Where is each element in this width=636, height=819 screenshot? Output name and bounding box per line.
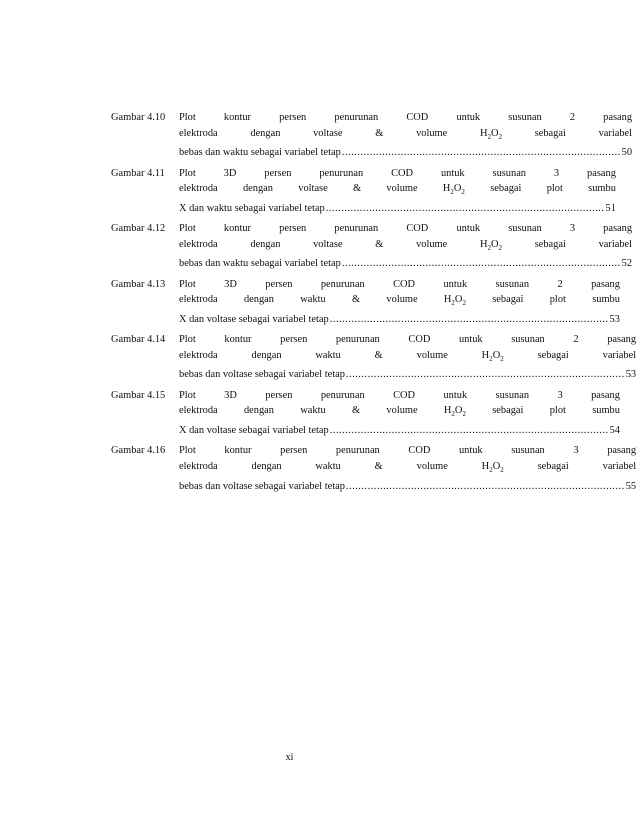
caption-line-with-leader[interactable]: X dan voltase sebagai variabel tetap .......................................................................................... 53 — [179, 312, 620, 328]
caption-line-with-leader[interactable]: X dan waktu sebagai variabel tetap .......................................................................................... 51 — [179, 201, 616, 217]
dot-leader: .......................................................................................... — [341, 258, 621, 270]
caption-line-with-leader[interactable]: bebas dan waktu sebagai variabel tetap .......................................................................................... 52 — [179, 256, 632, 272]
figure-caption — [179, 277, 620, 328]
dot-leader: .......................................................................................... — [325, 202, 605, 214]
figure-label: Gambar 4.13 — [111, 278, 166, 290]
figure-caption — [179, 443, 636, 494]
figure-entry-4-13 — [111, 277, 620, 328]
figure-list — [111, 110, 636, 494]
caption-line: Plot 3D persen penurunan COD untuk susunan 2 pasang — [179, 278, 620, 290]
caption-line: elektroda dengan voltase & volume $H_2O_2$ sebagai plot sumbu — [179, 183, 616, 197]
caption-line: elektroda dengan waktu & volume $H_2O_2$ sebagai variabel — [179, 460, 636, 475]
page-ref: 52 — [621, 258, 633, 270]
caption-line-with-leader[interactable]: bebas dan waktu sebagai variabel tetap .......................................................................................... 50 — [179, 145, 632, 161]
figure-entry-4-11 — [111, 166, 616, 217]
figure-entry-4-14 — [111, 332, 636, 383]
page-ref: 54 — [609, 424, 620, 436]
caption-line: elektroda dengan waktu & volume $H_2O_2$ sebagai variabel — [179, 349, 636, 363]
figure-caption — [179, 166, 616, 217]
page-ref: 51 — [605, 202, 616, 214]
page-ref: 53 — [609, 313, 620, 325]
dot-leader: .......................................................................................... — [345, 480, 625, 492]
figure-entry-4-12 — [111, 221, 633, 272]
figure-entry-4-15 — [111, 388, 620, 439]
figure-caption — [179, 110, 632, 161]
caption-line: elektroda dengan waktu & volume $H_2O_2$ sebagai plot sumbu — [179, 405, 620, 419]
dot-leader: .......................................................................................... — [345, 369, 625, 381]
page-ref: 53 — [625, 369, 636, 381]
figure-entry-4-16 — [111, 443, 636, 494]
figure-caption — [179, 221, 632, 272]
caption-line: elektroda dengan waktu & volume $H_2O_2$ sebagai plot sumbu — [179, 294, 620, 308]
caption-line: Plot kontur persen penurunan COD untuk susunan 2 pasang — [179, 334, 636, 346]
figure-label: Gambar 4.11 — [111, 167, 165, 179]
caption-line: elektroda dengan voltase & volume $H_2O_2$ sebagai variabel — [179, 238, 633, 252]
dot-leader: .......................................................................................... — [329, 424, 609, 436]
caption-line-with-leader[interactable]: bebas dan voltase sebagai variabel tetap .......................................................................................... 53 — [179, 367, 636, 383]
dot-leader: .......................................................................................... — [329, 313, 609, 325]
caption-line-with-leader[interactable]: X dan voltase sebagai variabel tetap .......................................................................................... 54 — [179, 423, 620, 439]
page-ref: 55 — [625, 480, 636, 492]
figure-label: Gambar 4.15 — [111, 389, 166, 401]
caption-line: Plot kontur persen penurunan COD untuk susunan 3 pasang — [179, 445, 636, 457]
dot-leader: .......................................................................................... — [341, 147, 621, 159]
caption-line: Plot 3D persen penurunan COD untuk susunan 3 pasang — [179, 167, 616, 179]
caption-line-with-leader[interactable]: bebas dan voltase sebagai variabel tetap .......................................................................................... 55 — [179, 479, 636, 495]
caption-line: Plot kontur persen penurunan COD untuk susunan 3 pasang — [179, 223, 633, 235]
figure-caption — [179, 332, 636, 383]
figure-caption — [179, 388, 620, 439]
figure-label: Gambar 4.10 — [111, 112, 166, 123]
figure-entry-4-10 — [111, 110, 633, 161]
caption-line: elektroda dengan voltase & volume $H_2O_2$ sebagai variabel — [179, 127, 633, 141]
page-ref: 50 — [621, 147, 633, 159]
caption-line: Plot kontur persen penurunan COD untuk susunan 2 pasang — [179, 112, 633, 123]
caption-line: Plot 3D persen penurunan COD untuk susunan 3 pasang — [179, 389, 620, 401]
figure-label: Gambar 4.14 — [111, 334, 166, 346]
figure-label: Gambar 4.16 — [111, 445, 166, 457]
figure-label: Gambar 4.12 — [111, 223, 166, 235]
page-number: xi — [285, 752, 294, 763]
